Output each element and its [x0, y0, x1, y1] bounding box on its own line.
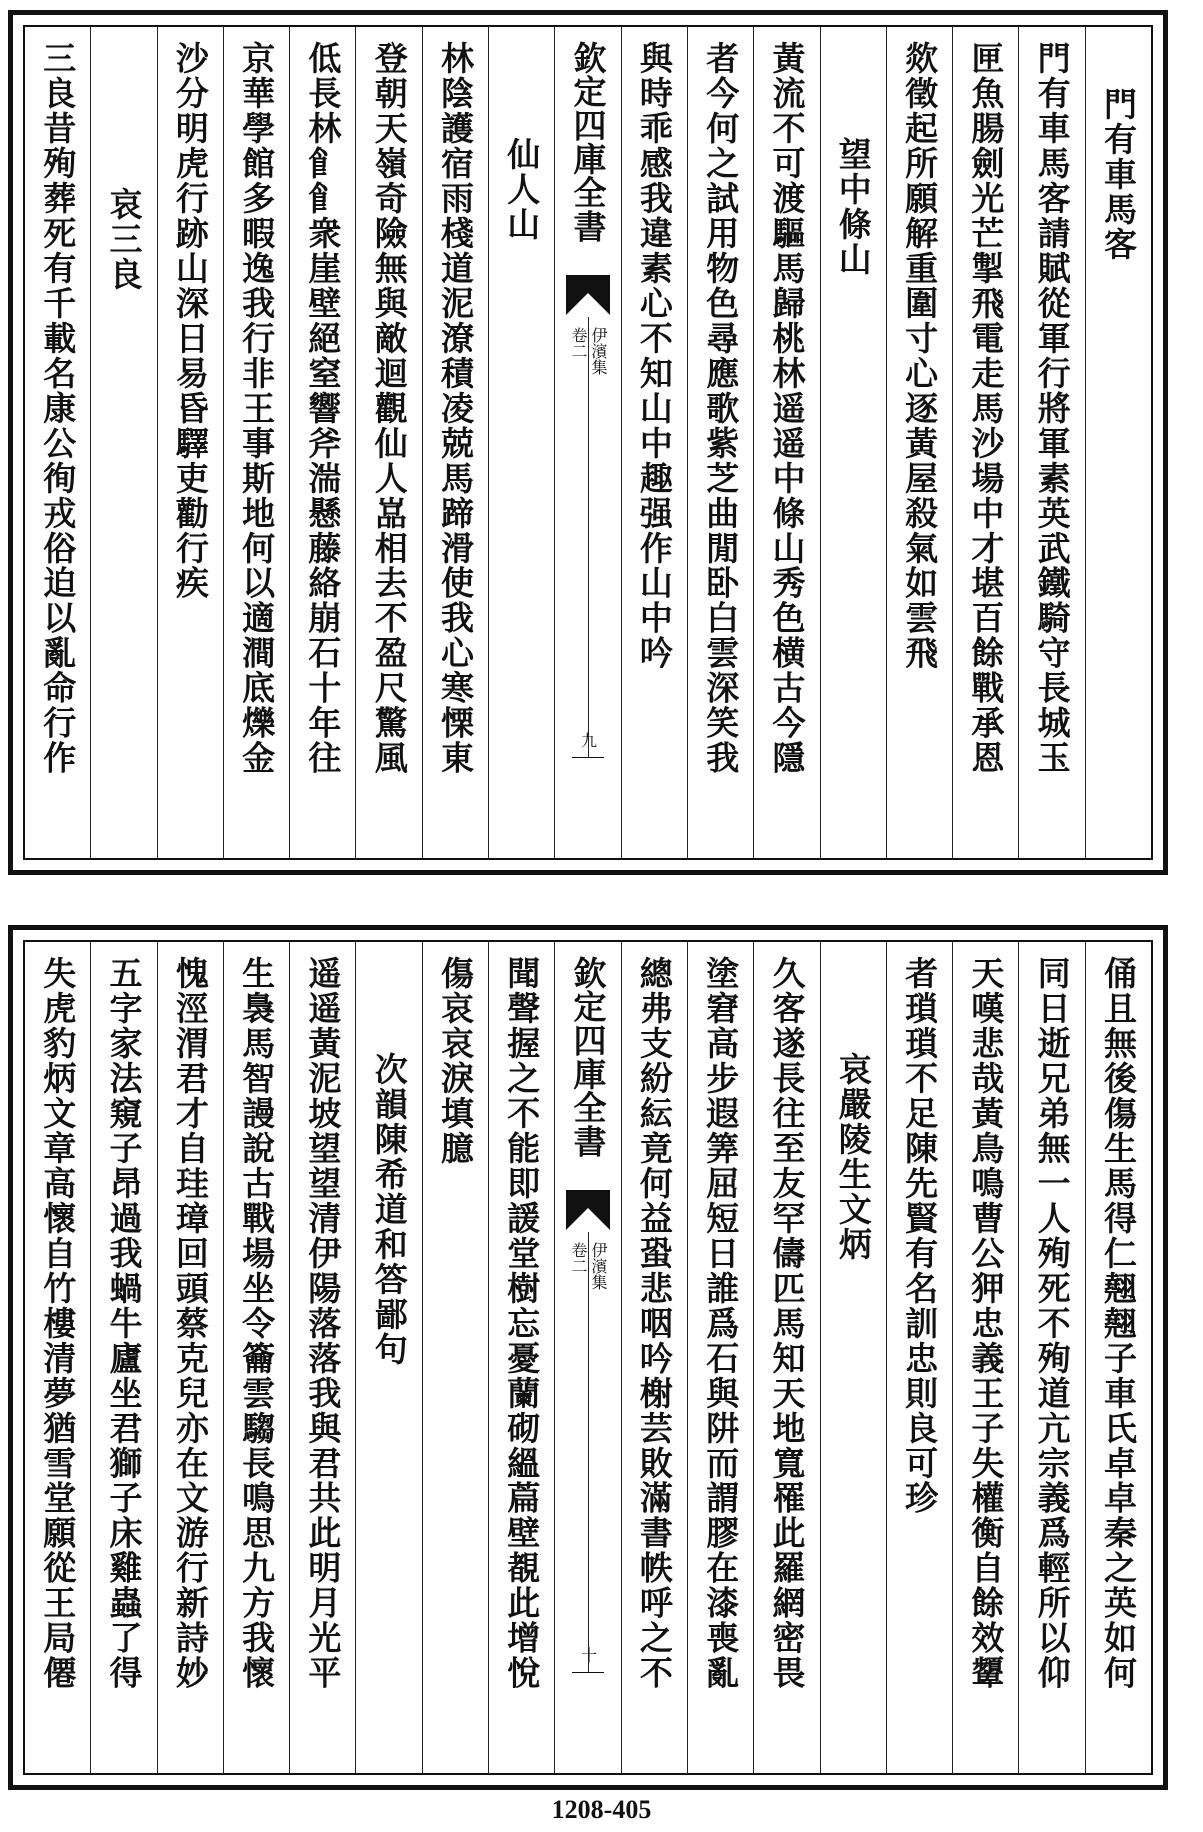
poem-line: 登朝天嶺奇險無與敵迴觀仙人嵓相去不盈尺驚風 — [369, 41, 409, 776]
top-page — [8, 10, 1168, 875]
poem-line: 總弗支紛紜竟何益蛩悲咽吟榭芸敗滿書帙呼之不 — [634, 956, 674, 1691]
page-rule — [572, 757, 605, 758]
poem-line: 愧涇渭君才自珪璋回頭蔡克兒亦在文游行新詩妙 — [170, 956, 210, 1691]
bottom-page-columns — [23, 940, 1153, 1775]
page-number: 九 — [578, 732, 598, 748]
text-column — [422, 27, 488, 858]
poem-title: 哀三良 — [104, 187, 144, 292]
fishtail-mark-icon — [566, 275, 610, 315]
poem-line: 同日逝兄弟無一人殉死不殉道亢宗義爲輕所以仰 — [1032, 956, 1072, 1691]
page-code: 1208-405 — [551, 1795, 652, 1824]
text-column — [157, 942, 223, 1773]
poem-title: 哀嚴陵生文炳 — [833, 1052, 873, 1262]
collection-name: 伊濱集 — [588, 327, 608, 375]
poem-title: 望中條山 — [833, 137, 873, 277]
center-divider — [588, 1232, 589, 1673]
volume-name: 卷二 — [568, 327, 588, 359]
poem-line: 欻徵起所願解重圍寸心逐黃屋殺氣如雲飛 — [900, 41, 940, 671]
poem-line: 匣魚腸劍光芒掣飛電走馬沙場中才堪百餘戰承恩 — [966, 41, 1006, 776]
center-divider — [588, 317, 589, 758]
center-fold — [554, 27, 620, 858]
poem-title: 門有車馬客 — [1098, 87, 1138, 262]
fishtail-mark-icon — [566, 1190, 610, 1230]
collection-name: 伊濱集 — [588, 1242, 608, 1290]
poem-line: 久客遂長往至友罕儔匹馬知天地寬罹此羅網密畏 — [767, 956, 807, 1691]
poem-line: 林陰護宿雨棧道泥潦積凌兢馬蹄滑使我心寒慄東 — [436, 41, 475, 776]
text-column — [753, 27, 819, 858]
text-column — [488, 27, 554, 858]
text-column — [1085, 942, 1151, 1773]
poem-title: 仙人山 — [502, 137, 542, 242]
text-column — [621, 942, 687, 1773]
text-column — [355, 27, 421, 858]
poem-line: 與時乖感我違素心不知山中趣强作山中吟 — [634, 41, 674, 671]
text-column — [621, 27, 687, 858]
text-column — [223, 942, 289, 1773]
poem-line: 傷哀哀淚填臆 — [436, 956, 475, 1166]
poem-line: 沙分明虎行跡山深日易昏驛吏勸行疾 — [170, 41, 210, 601]
text-column — [886, 27, 952, 858]
text-column — [90, 27, 156, 858]
book-title: 欽定四庫全書 — [568, 956, 608, 1158]
text-column — [952, 27, 1018, 858]
poem-line: 者今何之試用物色尋應歌紫芝曲閒卧白雲深笑我 — [701, 41, 741, 776]
text-column — [820, 27, 886, 858]
text-column — [488, 942, 554, 1773]
volume-name: 卷二 — [568, 1242, 588, 1274]
bottom-page — [8, 925, 1168, 1790]
text-column — [1018, 942, 1084, 1773]
poem-line: 低長林𩙿𩙿衆崖壁絕窒響斧湍懸藤絡崩石十年往 — [303, 41, 343, 776]
text-column — [1085, 27, 1151, 858]
text-column — [820, 942, 886, 1773]
page-rule — [572, 1672, 605, 1673]
poem-line: 塗窘高步遐筭屈短日誰爲石與阱而謂膠在漆喪亂 — [701, 956, 741, 1691]
poem-line: 遥遥黃泥坡望望清伊陽落落我與君共此明月光平 — [303, 956, 343, 1691]
center-fold — [554, 942, 620, 1773]
book-title: 欽定四庫全書 — [568, 41, 608, 243]
text-column — [25, 942, 90, 1773]
poem-title: 次韻陳希道和答鄙句 — [369, 1052, 409, 1367]
page-number: 十 — [578, 1647, 598, 1663]
poem-line: 五字家法窺子昂過我蝸牛廬坐君獅子床雞蟲了得 — [104, 956, 144, 1691]
text-column — [1018, 27, 1084, 858]
text-column — [687, 942, 753, 1773]
text-column — [289, 27, 355, 858]
poem-line: 俑且無後傷生馬得仁翹翹子車氏卓卓秦之英如何 — [1098, 956, 1138, 1691]
text-column — [25, 27, 90, 858]
poem-line: 者瑣瑣不足陳先賢有名訓忠則良可珍 — [900, 956, 940, 1516]
volume-info — [570, 327, 606, 375]
poem-line: 京華學館多暇逸我行非王事斯地何以適澗底爍金 — [237, 41, 277, 776]
poem-line: 生裊馬智謾說古戰場坐令籥雲騶長鳴思九方我懷 — [237, 956, 277, 1691]
text-column — [355, 942, 421, 1773]
poem-line: 門有車馬客請賦從軍行將軍素英武鐵騎守長城玉 — [1032, 41, 1072, 776]
text-column — [422, 942, 488, 1773]
poem-line: 失虎豹炳文章高懷自竹樓清夢猶雪堂願從王局僊 — [38, 956, 78, 1691]
text-column — [289, 942, 355, 1773]
text-column — [90, 942, 156, 1773]
text-column — [886, 942, 952, 1773]
poem-line: 天嘆悲哉黃鳥鳴曹公狎忠義王子失權衡自餘效顰 — [966, 956, 1006, 1691]
text-column — [223, 27, 289, 858]
poem-line: 聞聲握之不能即諼堂樹忘憂蘭砌縕萹壁覩此增悅 — [502, 956, 542, 1691]
poem-line: 三良昔殉葬死有千載名康公徇戎俗迫以亂命行作 — [38, 41, 78, 776]
text-column — [753, 942, 819, 1773]
poem-line: 黃流不可渡驅馬歸桃林遥遥中條山秀色横古今隱 — [767, 41, 807, 776]
text-column — [687, 27, 753, 858]
top-page-columns — [23, 25, 1153, 860]
volume-info — [570, 1242, 606, 1290]
text-column — [157, 27, 223, 858]
text-column — [952, 942, 1018, 1773]
